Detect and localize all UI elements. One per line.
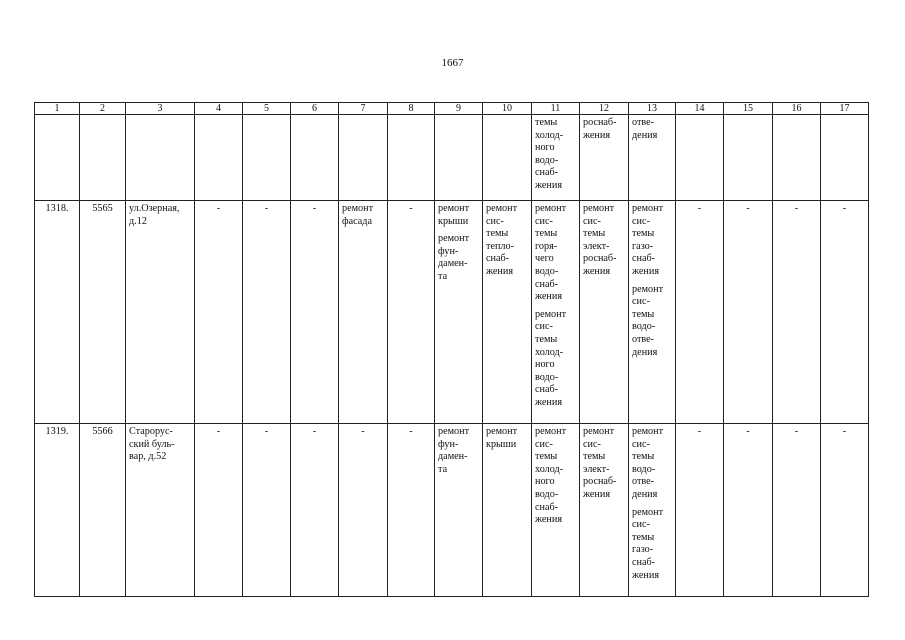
table-row bbox=[35, 201, 869, 424]
column-number-cell: 9 bbox=[435, 103, 483, 115]
table-cell bbox=[80, 115, 126, 201]
table-cell bbox=[291, 115, 339, 201]
table-cell bbox=[773, 201, 821, 424]
cell-text: ремонт сис- темы газо- снаб- жения bbox=[632, 203, 664, 277]
cell-text: ремонт сис- темы холод- ного водо- снаб- жения bbox=[535, 308, 567, 408]
table-cell bbox=[243, 201, 291, 424]
works-table bbox=[34, 102, 869, 597]
cell-text: - bbox=[264, 203, 269, 214]
table-cell bbox=[724, 424, 773, 597]
table-cell bbox=[35, 424, 80, 597]
table-cell bbox=[243, 424, 291, 597]
cell-text: ремонт сис- темы элект- роснаб- жения bbox=[583, 203, 617, 277]
table-cell bbox=[773, 115, 821, 201]
cell-text: 5565 bbox=[92, 203, 113, 214]
cell-text: 5566 bbox=[92, 426, 113, 437]
cell-text: 1319. bbox=[45, 426, 69, 437]
table-cell bbox=[291, 201, 339, 424]
table-cell bbox=[532, 201, 580, 424]
table-cell bbox=[676, 115, 724, 201]
cell-text: 1318. bbox=[45, 203, 69, 214]
table-cell bbox=[724, 115, 773, 201]
table-cell bbox=[483, 424, 532, 597]
column-number-cell: 14 bbox=[676, 103, 724, 115]
cell-text: ремонт крыши bbox=[438, 203, 470, 227]
cell-text: - bbox=[361, 426, 365, 437]
cell-text: ремонт крыши bbox=[486, 426, 518, 450]
table-cell bbox=[388, 201, 435, 424]
table-cell bbox=[195, 424, 243, 597]
column-number-cell: 13 bbox=[629, 103, 676, 115]
page-number: 1667 bbox=[441, 57, 464, 69]
cell-text: роснаб- жения bbox=[583, 117, 617, 141]
table-cell bbox=[821, 201, 869, 424]
column-number-row bbox=[35, 103, 869, 115]
column-number-cell: 3 bbox=[126, 103, 195, 115]
table-cell bbox=[629, 115, 676, 201]
table-cell bbox=[126, 201, 195, 424]
cell-text: - bbox=[794, 203, 799, 214]
table-cell bbox=[339, 115, 388, 201]
cell-text: - bbox=[264, 426, 269, 437]
cell-text: - bbox=[842, 426, 847, 437]
table-cell bbox=[35, 115, 80, 201]
table-cell bbox=[388, 424, 435, 597]
cell-text: ремонт сис- темы горя- чего водо- снаб- жения bbox=[535, 203, 567, 303]
cell-text: ремонт фун- дамен- та bbox=[438, 426, 470, 475]
column-number-cell: 1 bbox=[35, 103, 80, 115]
table-cell bbox=[629, 424, 676, 597]
cell-text: ул.Озерная, д.12 bbox=[129, 203, 180, 227]
column-number-cell: 8 bbox=[388, 103, 435, 115]
table-cell bbox=[676, 424, 724, 597]
table-cell bbox=[435, 115, 483, 201]
cell-text: - bbox=[409, 426, 413, 437]
cell-text: - bbox=[216, 426, 221, 437]
cell-text: ремонт сис- темы газо- снаб- жения bbox=[632, 506, 664, 581]
table-cell bbox=[483, 201, 532, 424]
table-cell bbox=[580, 115, 629, 201]
table-row bbox=[35, 115, 869, 201]
column-number-cell: 4 bbox=[195, 103, 243, 115]
table-cell bbox=[532, 424, 580, 597]
column-number-cell: 11 bbox=[532, 103, 580, 115]
column-number-cell: 10 bbox=[483, 103, 532, 115]
cell-text: - bbox=[312, 203, 317, 214]
table-cell bbox=[773, 424, 821, 597]
table-cell bbox=[243, 115, 291, 201]
cell-text: отве- дения bbox=[632, 117, 658, 141]
column-number-cell: 17 bbox=[821, 103, 869, 115]
cell-text: - bbox=[409, 203, 413, 214]
cell-text: - bbox=[794, 426, 799, 437]
table-cell bbox=[724, 201, 773, 424]
column-number-cell: 2 bbox=[80, 103, 126, 115]
cell-text: ремонт сис- темы тепло- снаб- жения bbox=[486, 203, 518, 277]
table-cell bbox=[195, 115, 243, 201]
column-number-cell: 15 bbox=[724, 103, 773, 115]
table-cell bbox=[483, 115, 532, 201]
table-cell bbox=[580, 201, 629, 424]
cell-text: - bbox=[216, 203, 221, 214]
table-cell bbox=[532, 115, 580, 201]
table-cell bbox=[821, 424, 869, 597]
table-cell bbox=[435, 201, 483, 424]
table-cell bbox=[126, 115, 195, 201]
table-cell bbox=[580, 424, 629, 597]
table-cell bbox=[339, 201, 388, 424]
column-number-cell: 16 bbox=[773, 103, 821, 115]
cell-text: Старорус- ский буль- вар, д.52 bbox=[129, 426, 175, 463]
table-row bbox=[35, 424, 869, 597]
cell-text: - bbox=[312, 426, 317, 437]
cell-text: ремонт сис- темы холод- ного водо- снаб- жения bbox=[535, 426, 567, 526]
cell-text: - bbox=[697, 203, 702, 214]
cell-text: - bbox=[697, 426, 702, 437]
column-number-cell: 7 bbox=[339, 103, 388, 115]
table-cell bbox=[291, 424, 339, 597]
table-cell bbox=[821, 115, 869, 201]
table-cell bbox=[676, 201, 724, 424]
table-cell bbox=[80, 201, 126, 424]
cell-text: ремонт фун- дамен- та bbox=[438, 233, 470, 282]
cell-text: - bbox=[746, 426, 750, 437]
cell-text: темы холод- ного водо- снаб- жения bbox=[535, 117, 564, 191]
cell-text: ремонт фасада bbox=[342, 203, 374, 227]
table-cell bbox=[126, 424, 195, 597]
column-number-cell: 6 bbox=[291, 103, 339, 115]
table-cell bbox=[195, 201, 243, 424]
table-cell bbox=[80, 424, 126, 597]
column-number-cell: 5 bbox=[243, 103, 291, 115]
table-cell bbox=[435, 424, 483, 597]
cell-text: ремонт сис- темы элект- роснаб- жения bbox=[583, 426, 617, 500]
table-cell bbox=[388, 115, 435, 201]
cell-text: - bbox=[746, 203, 750, 214]
cell-text: ремонт сис- темы водо- отве- дения bbox=[632, 426, 664, 500]
table-body bbox=[35, 103, 869, 597]
cell-text: ремонт сис- темы водо- отве- дения bbox=[632, 283, 664, 358]
cell-text: - bbox=[842, 203, 847, 214]
column-number-cell: 12 bbox=[580, 103, 629, 115]
table-cell bbox=[35, 201, 80, 424]
table-cell bbox=[629, 201, 676, 424]
table-cell bbox=[339, 424, 388, 597]
